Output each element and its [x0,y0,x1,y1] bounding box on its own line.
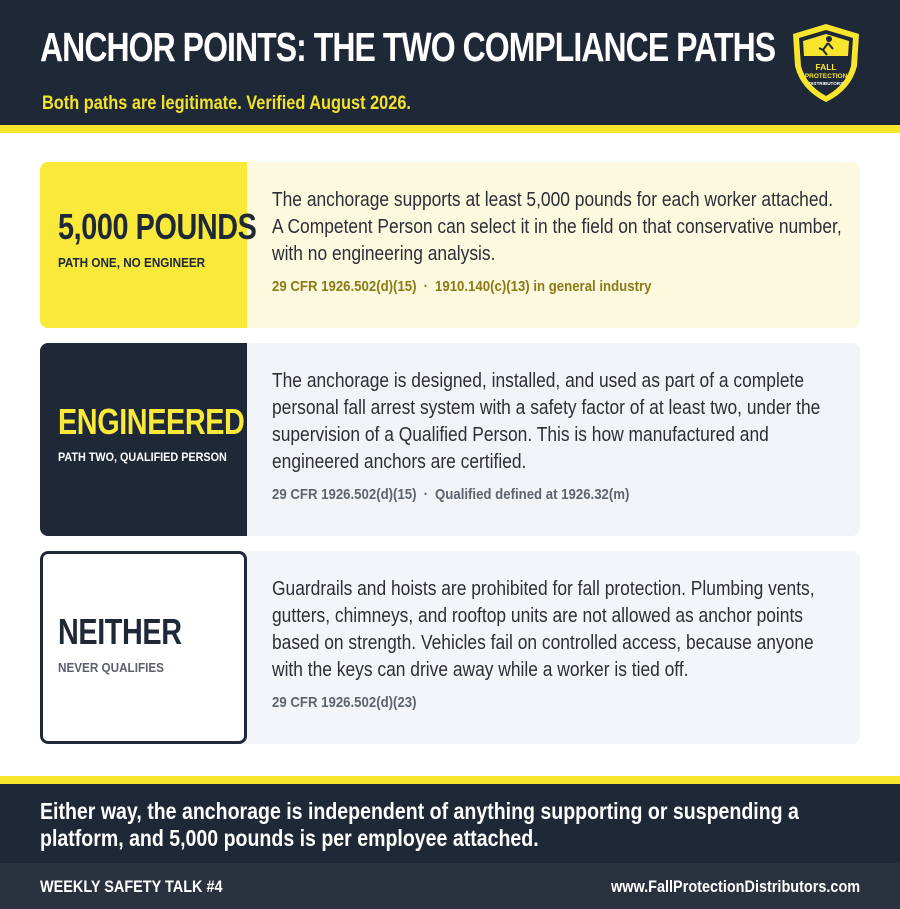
card-citation [272,278,651,295]
card-body-line: based on strength. Vehicles fail on controlled access, because anyone [272,632,814,654]
svg-text:FALL: FALL [815,62,837,72]
card-sublabel: PATH TWO, QUALIFIED PERSON [58,450,227,464]
footer-message [40,798,805,852]
header-banner [0,0,900,125]
card-sublabel: NEVER QUALIFIES [58,660,164,675]
citation-text: 1910.140(c)(13) in general industry [435,278,652,295]
footer-banner [0,784,900,863]
page-subtitle: Both paths are legitimate. Verified August 2026. [42,93,411,114]
card-label-panel [40,551,247,744]
fall-protection-shield-logo-icon [789,22,863,104]
card-label: 5,000 POUNDS [58,206,257,247]
bottom-bar [0,863,900,909]
card-citation [272,486,629,503]
card-label-panel [40,343,247,536]
card-body-line: with the keys can drive away while a worker is tied off. [272,659,689,681]
page-title: ANCHOR POINTS: THE TWO COMPLIANCE PATHS [40,24,776,70]
citation-text: 29 CFR 1926.502(d)(23) [272,694,417,711]
card-body-line: with no engineering analysis. [272,243,496,265]
card-body-line: Guardrails and hoists are prohibited for fall protection. Plumbing vents, [272,578,815,600]
card-citation [272,694,417,711]
card-body-line: gutters, chimneys, and rooftop units are not allowed as anchor points [272,605,804,627]
card-body-line: A Competent Person can select it in the field on that conservative number, [272,216,842,238]
card-body-line: supervision of a Qualified Person. This is how manufactured and [272,424,769,446]
card-body [272,576,815,684]
footer-line: Either way, the anchorage is independent of anything supporting or suspending a [40,798,799,824]
card-label: ENGINEERED [58,401,245,442]
card-label: NEITHER [58,611,182,652]
footer-yellow-stripe [0,776,900,784]
card-label-panel [40,162,257,328]
citation-separator: · [423,278,428,295]
header-yellow-stripe [0,125,900,133]
safety-talk-label: WEEKLY SAFETY TALK #4 [40,877,223,896]
card-body [272,368,821,476]
card-body-line: personal fall arrest system with a safety factor of at least two, under the [272,397,821,419]
website-link[interactable]: www.FallProtectionDistributors.com [610,877,860,896]
card-path-one [40,162,860,328]
citation-text: 29 CFR 1926.502(d)(15) [272,486,417,503]
citation-text: 29 CFR 1926.502(d)(15) [272,278,417,295]
card-path-two [40,343,860,536]
card-body [272,187,842,268]
card-body-line: engineered anchors are certified. [272,451,527,473]
card-body-line: The anchorage supports at least 5,000 pounds for each worker attached. [272,189,834,211]
footer-line: platform, and 5,000 pounds is per employee attached. [40,825,539,851]
card-neither [40,551,860,744]
svg-text:PROTECTION: PROTECTION [804,73,848,80]
card-body-line: The anchorage is designed, installed, and used as part of a complete [272,370,805,392]
svg-text:DISTRIBUTORS: DISTRIBUTORS [808,81,844,86]
citation-text: Qualified defined at 1926.32(m) [435,486,630,503]
card-sublabel: PATH ONE, NO ENGINEER [58,255,206,270]
citation-separator: · [423,486,428,503]
